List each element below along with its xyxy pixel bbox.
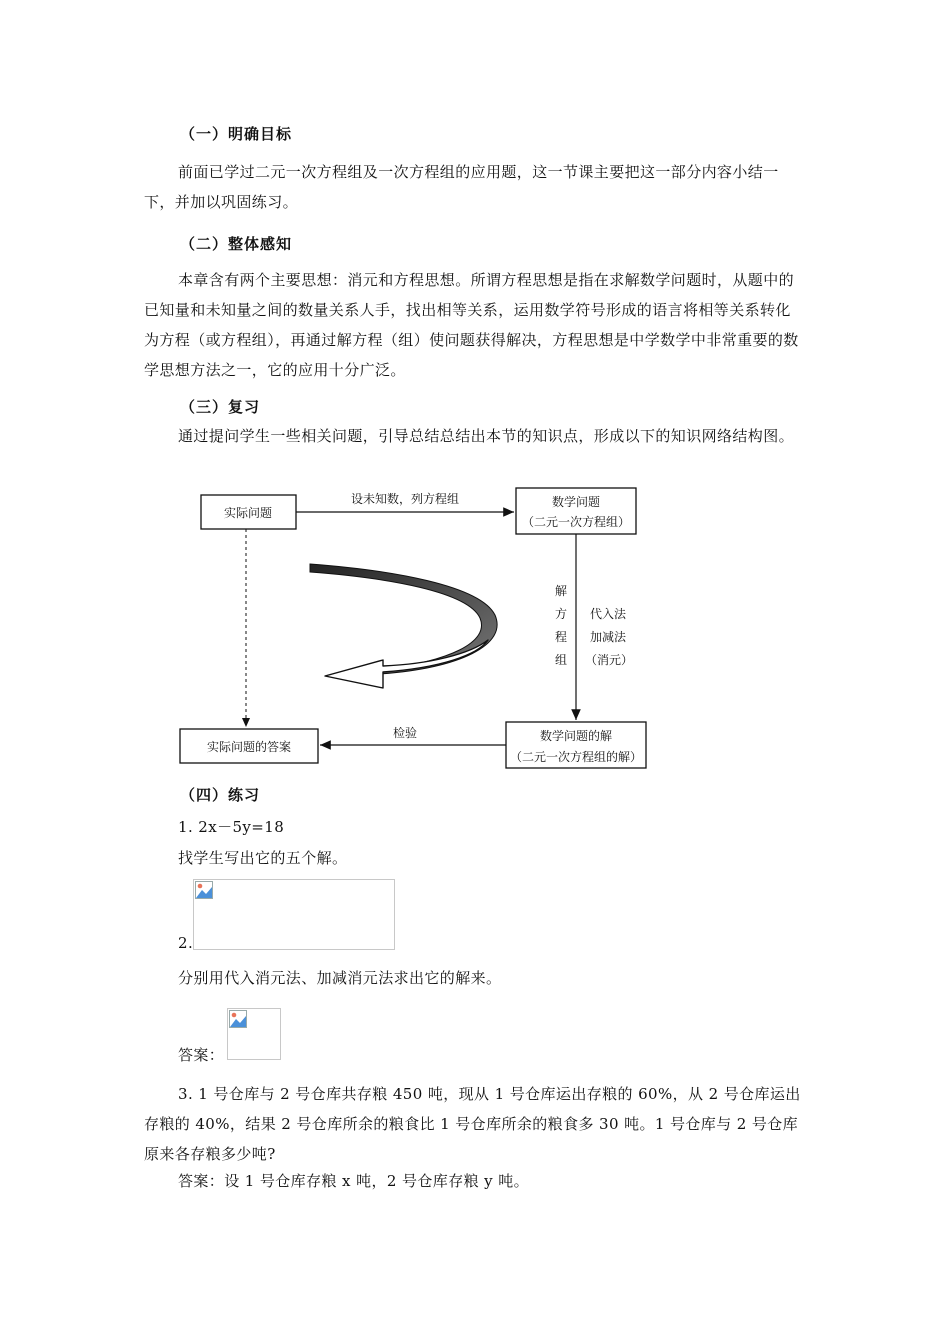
box-math-problem-sub: （二元一次方程组） bbox=[521, 515, 631, 529]
exercise-2-task: 分别用代入消元法、加减消元法求出它的解来。 bbox=[178, 969, 502, 987]
section-heading-practice: （四）练习 bbox=[180, 786, 261, 804]
box-real-problem-label: 实际问题 bbox=[223, 506, 273, 520]
box-math-solution-label: 数学问题的解 bbox=[539, 729, 613, 743]
broken-image-icon bbox=[195, 881, 213, 899]
box-math-problem-label: 数学问题 bbox=[551, 495, 601, 509]
section-paragraph-review: 通过提问学生一些相关问题，引导总结总结出本节的知识点，形成以下的知识网络结构图。 bbox=[178, 427, 795, 445]
section-heading-overview: （二）整体感知 bbox=[180, 235, 293, 253]
vertical-label-3: 程 bbox=[554, 630, 568, 644]
method-elimination: （消元） bbox=[585, 653, 634, 667]
section-heading-goal: （一）明确目标 bbox=[180, 125, 293, 143]
exercise-1-equation: 1. 2x－5y=18 bbox=[178, 818, 285, 836]
box-math-problem bbox=[516, 488, 636, 534]
box-real-problem bbox=[201, 495, 296, 529]
curved-arrow bbox=[310, 564, 497, 688]
arrow-top-label: 设未知数，列方程组 bbox=[350, 492, 460, 506]
exercise-3-question: 3. 1 号仓库与 2 号仓库共存粮 450 吨，现从 1 号仓库运出存粮的 60%，从 2 号仓库运出存粮的 40%，结果 2 号仓库所余的粮食比 1 号仓库所余的粮食多 30 吨。1 号仓库与 2 号仓库原来各存粮多少吨? bbox=[144, 1085, 801, 1163]
exercise-1-task: 找学生写出它的五个解。 bbox=[178, 849, 348, 867]
exercise-3-answer: 答案：设 1 号仓库存粮 x 吨，2 号仓库存粮 y 吨。 bbox=[178, 1172, 529, 1190]
vertical-label-2: 方 bbox=[554, 607, 568, 621]
section-paragraph-goal: 前面已学过二元一次方程组及一次方程组的应用题，这一节课主要把这一部分内容小结一下，并加以巩固练习。 bbox=[144, 163, 779, 211]
exercise-2-answer-image-placeholder bbox=[227, 1008, 281, 1060]
broken-image-icon bbox=[229, 1010, 247, 1028]
box-real-answer bbox=[180, 729, 318, 763]
box-math-solution-sub: （二元一次方程组的解） bbox=[509, 750, 643, 764]
exercise-2-number: 2. bbox=[178, 934, 194, 952]
section-paragraph-overview: 本章含有两个主要思想：消元和方程思想。所谓方程思想是指在求解数学问题时，从题中的已知量和未知量之间的数量关系人手，找出相等关系，运用数学符号形成的语言将相等关系转化为方程（或方程组），再通过解方程（组）使问题获得解决，方程思想是中学数学中非常重要的数学思想方法之一，它的应用十分广泛。 bbox=[144, 271, 799, 379]
box-real-answer-label: 实际问题的答案 bbox=[206, 740, 292, 754]
section-heading-review: （三）复习 bbox=[180, 398, 261, 416]
method-substitution: 代入法 bbox=[590, 607, 627, 621]
vertical-label-4: 组 bbox=[554, 653, 568, 667]
arrow-bottom-label: 检验 bbox=[392, 726, 418, 740]
method-addition: 加减法 bbox=[590, 630, 627, 644]
box-math-solution bbox=[506, 722, 646, 768]
vertical-label-1: 解 bbox=[554, 584, 568, 598]
exercise-2-answer-label: 答案： bbox=[178, 1046, 225, 1064]
exercise-2-image-placeholder bbox=[193, 879, 395, 950]
